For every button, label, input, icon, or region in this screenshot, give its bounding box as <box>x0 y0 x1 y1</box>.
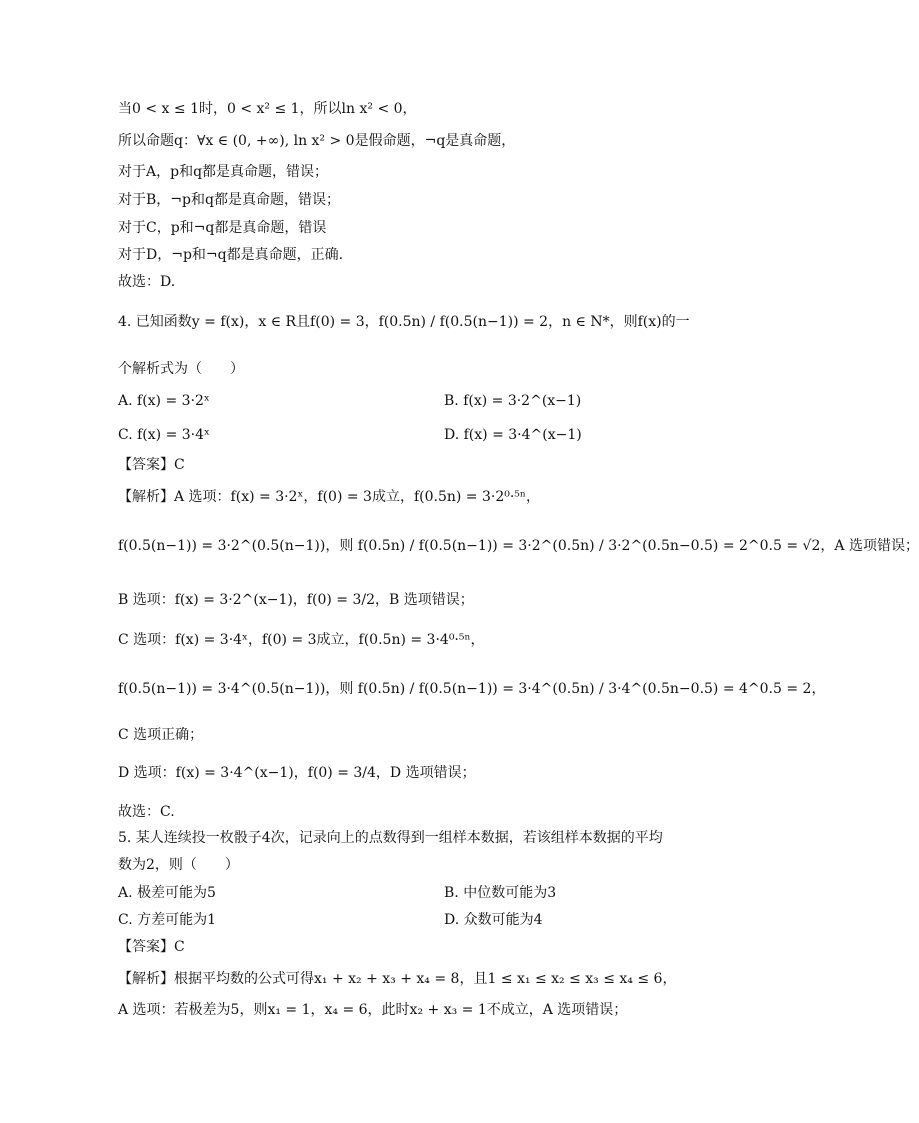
analysis-q5-line-1: 【解析】根据平均数的公式可得x₁ + x₂ + x₃ + x₄ = 8，且1 ≤ x₁ ≤ x₂ ≤ x₃ ≤ x₄ ≤ 6， <box>118 971 677 987</box>
q4-option-c: C. f(x) = 3·4ˣ <box>118 427 210 443</box>
answer-q5: 【答案】C <box>118 939 185 955</box>
question-5-stem-line-1: 5. 某人连续投一枚骰子4次，记录向上的点数得到一组样本数据，若该组样本数据的平均 <box>118 830 663 846</box>
text-line-3: 对于A，p和q都是真命题，错误； <box>118 164 329 180</box>
q4-option-a: A. f(x) = 3·2ˣ <box>118 393 210 409</box>
q5-option-b: B. 中位数可能为3 <box>444 885 557 901</box>
answer-choice-line-q4: 故选：C. <box>118 804 175 820</box>
analysis-q4-line-7: D 选项：f(x) = 3·4^(x−1)，f(0) = 3/4，D 选项错误； <box>118 765 476 781</box>
text-line-6: 对于D，¬p和¬q都是真命题，正确. <box>118 247 344 263</box>
analysis-q4-line-6: C 选项正确； <box>118 727 204 743</box>
analysis-q4-line-2: f(0.5(n−1)) = 3·2^(0.5(n−1))，则 f(0.5n) / f(0.5(n−1)) = 3·2^(0.5n) / 3·2^(0.5n−0.5) = 2^0.5 = √2，A 选项错误； <box>118 538 919 554</box>
text-line-5: 对于C，p和¬q都是真命题，错误 <box>118 220 327 236</box>
text-line-2: 所以命题q：∀x ∈ (0, +∞), ln x² > 0是假命题，¬q是真命题， <box>118 133 516 149</box>
q5-option-c: C. 方差可能为1 <box>118 912 217 928</box>
analysis-q4-line-1: 【解析】A 选项：f(x) = 3·2ˣ，f(0) = 3成立，f(0.5n) = 3·2⁰·⁵ⁿ， <box>118 489 540 505</box>
q5-option-a: A. 极差可能为5 <box>118 885 216 901</box>
question-4-stem-line-1: 4. 已知函数y = f(x)，x ∈ R且f(0) = 3，f(0.5n) / f(0.5(n−1)) = 2，n ∈ N*，则f(x)的一 <box>118 314 690 330</box>
answer-choice-line-q3: 故选：D. <box>118 274 176 290</box>
analysis-q4-line-4: C 选项：f(x) = 3·4ˣ，f(0) = 3成立，f(0.5n) = 3·4⁰·⁵ⁿ， <box>118 632 485 648</box>
q4-option-d: D. f(x) = 3·4^(x−1) <box>444 427 582 443</box>
analysis-q4-line-5: f(0.5(n−1)) = 3·4^(0.5(n−1))，则 f(0.5n) / f(0.5(n−1)) = 3·4^(0.5n) / 3·4^(0.5n−0.5) = 4^0.5 = 2， <box>118 681 826 697</box>
text-line-1: 当0 < x ≤ 1时，0 < x² ≤ 1，所以ln x² < 0， <box>118 101 417 117</box>
analysis-q5-line-2: A 选项：若极差为5，则x₁ = 1，x₄ = 6，此时x₂ + x₃ = 1不成立，A 选项错误； <box>118 1002 628 1018</box>
question-4-stem-line-2: 个解析式为（ ） <box>118 361 244 377</box>
answer-q4: 【答案】C <box>118 457 185 473</box>
question-5-stem-line-2: 数为2，则（ ） <box>118 857 239 873</box>
text-line-4: 对于B，¬p和q都是真命题，错误； <box>118 192 340 208</box>
q4-option-b: B. f(x) = 3·2^(x−1) <box>444 393 582 409</box>
analysis-q4-line-3: B 选项：f(x) = 3·2^(x−1)，f(0) = 3/2，B 选项错误； <box>118 592 474 608</box>
q5-option-d: D. 众数可能为4 <box>444 912 543 928</box>
